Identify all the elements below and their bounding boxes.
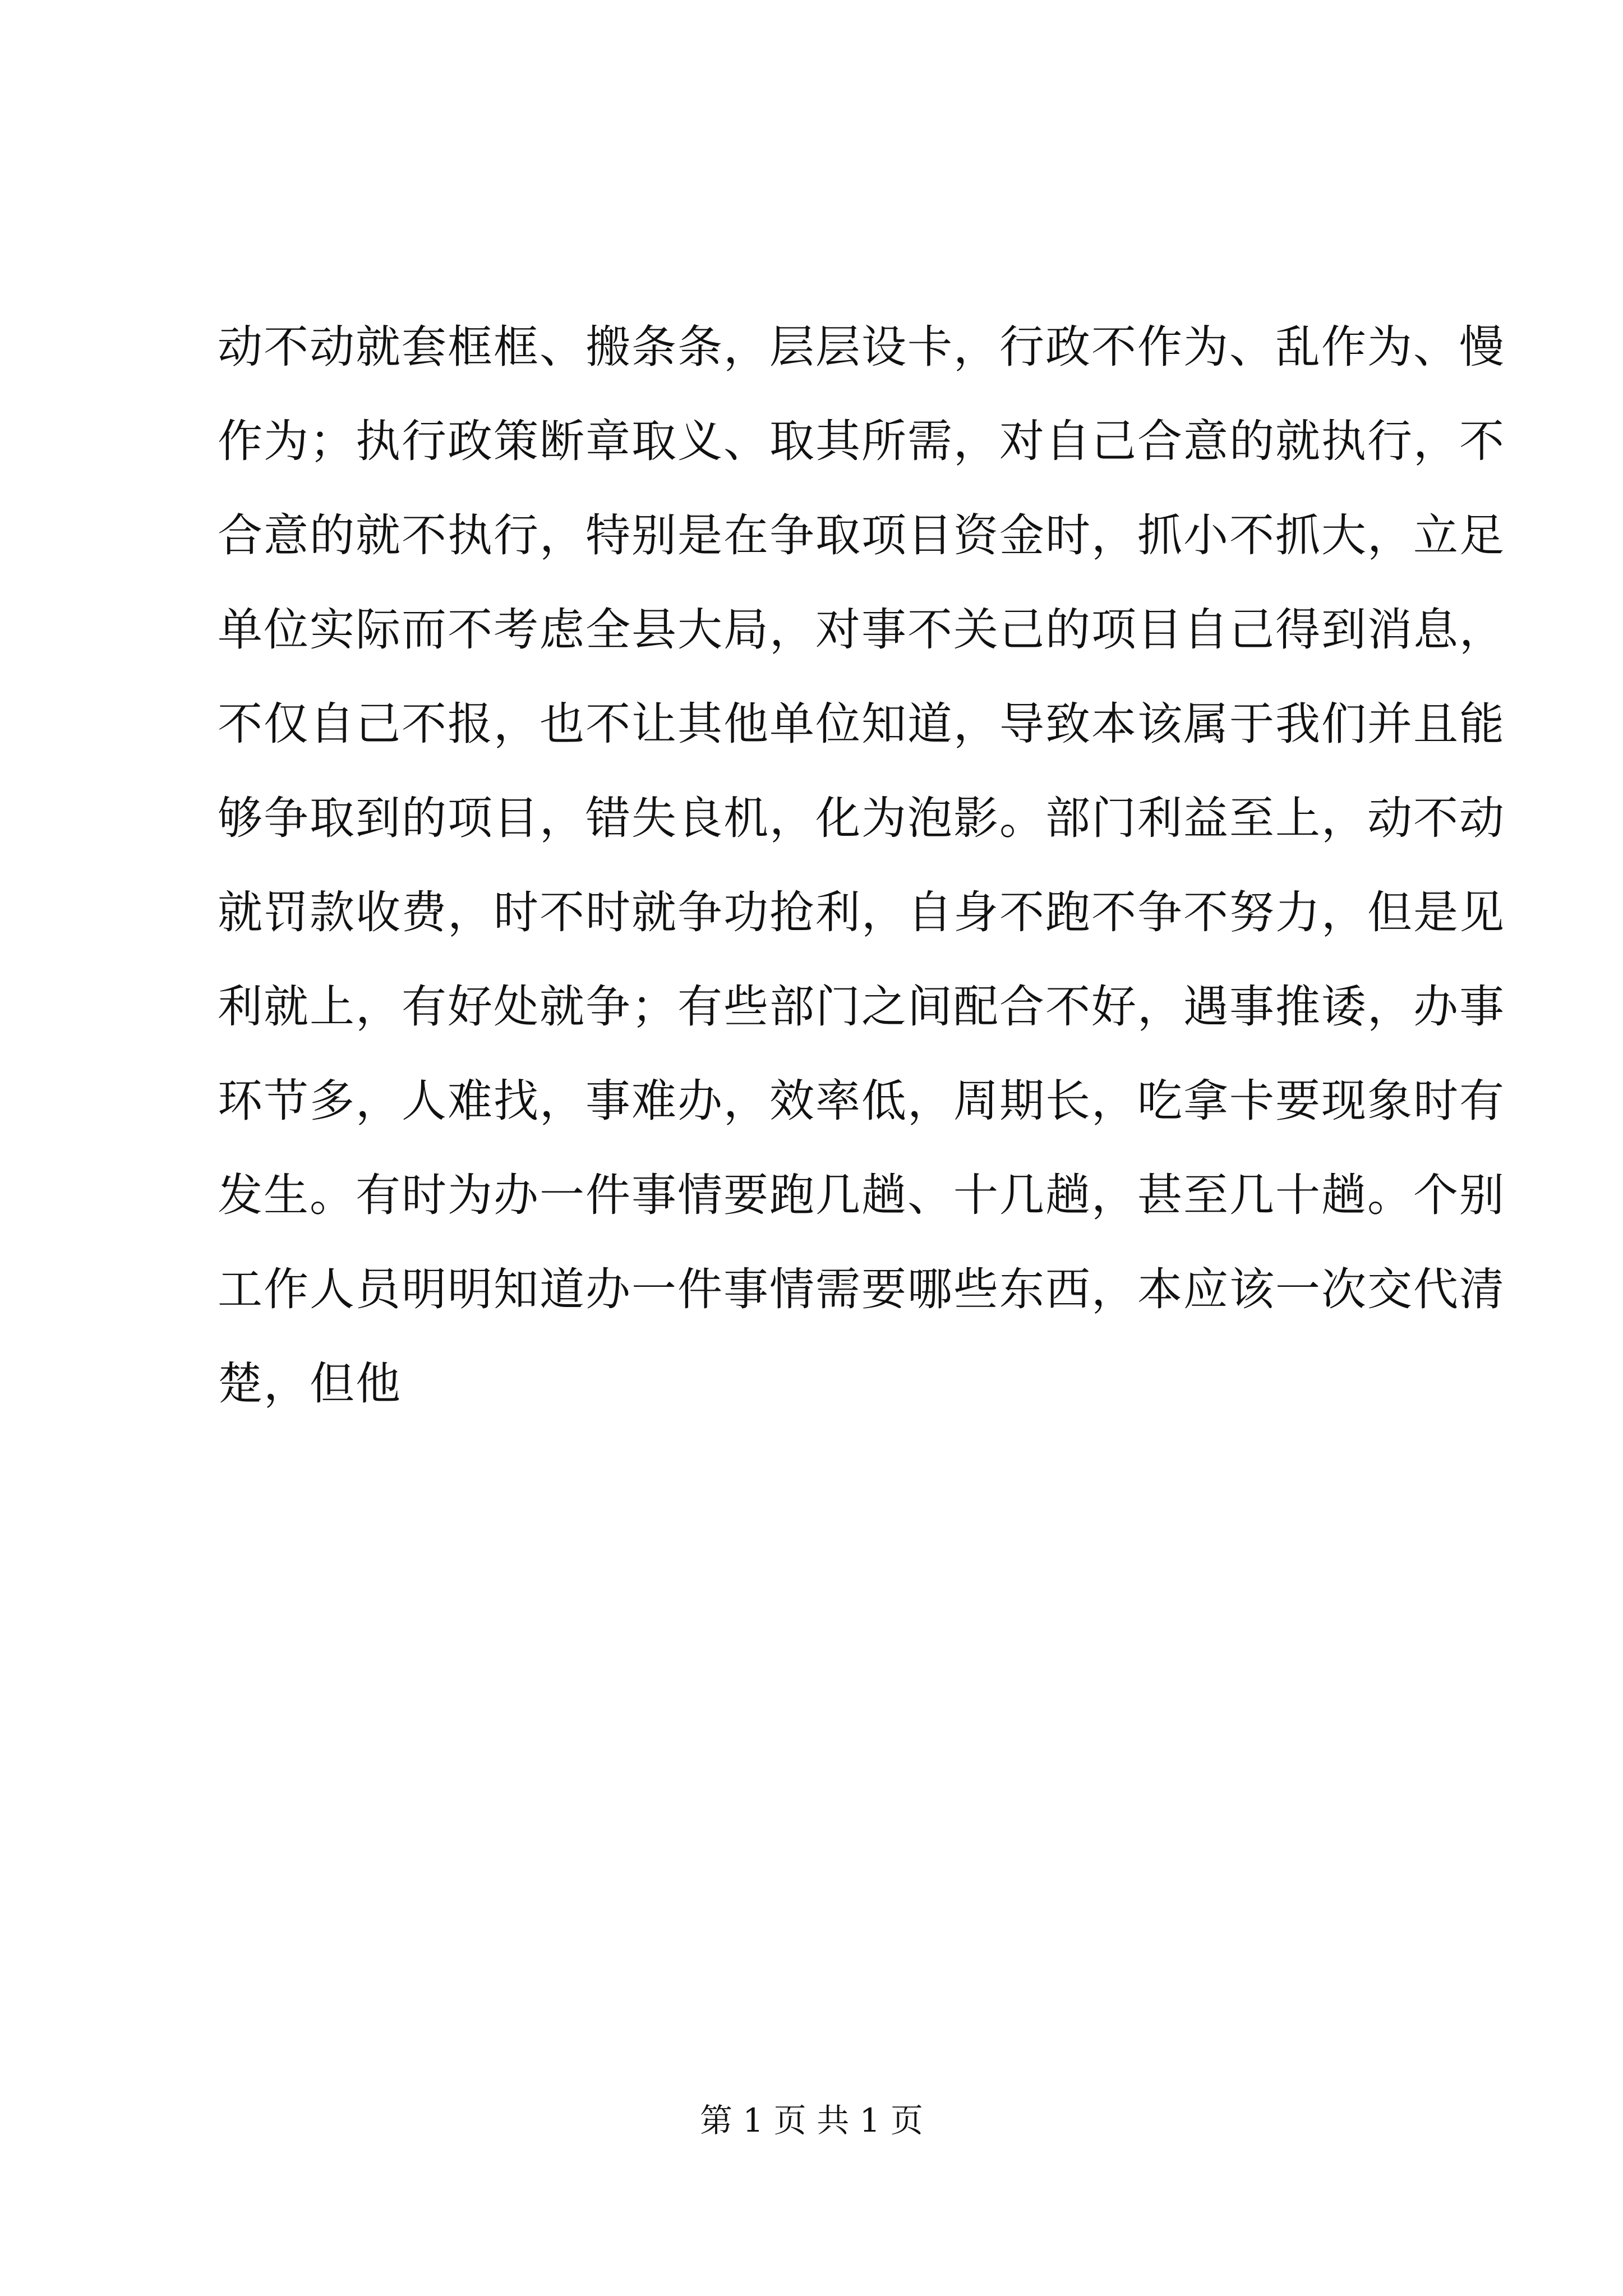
text-line: 发生。有时为办一件事情要跑几趟、十几趟，甚至几十趟。个别 xyxy=(218,1169,1505,1221)
text-line: 就罚款收费，时不时就争功抢利，自身不跑不争不努力，但是见 xyxy=(218,886,1505,938)
text-line: 合意的就不执行，特别是在争取项目资金时，抓小不抓大，立足 xyxy=(218,509,1505,562)
text-line: 动不动就套框框、搬条条，层层设卡，行政不作为、乱作为、慢 xyxy=(218,321,1505,373)
text-line: 利就上，有好处就争；有些部门之间配合不好，遇事推诿，办事 xyxy=(218,981,1505,1033)
text-line: 工作人员明明知道办一件事情需要哪些东西，本应该一次交代清 xyxy=(218,1263,1505,1315)
text-line: 单位实际而不考虑全县大局，对事不关己的项目自己得到消息， xyxy=(218,604,1505,656)
text-line: 楚，但他 xyxy=(218,1358,402,1410)
text-line: 够争取到的项目，错失良机，化为泡影。部门利益至上，动不动 xyxy=(218,792,1505,844)
text-line: 不仅自己不报，也不让其他单位知道，导致本该属于我们并且能 xyxy=(218,698,1505,750)
body-paragraph xyxy=(218,300,1505,1431)
text-line: 作为；执行政策断章取义、取其所需，对自己合意的就执行，不 xyxy=(218,415,1505,467)
page-footer: 第 1 页 共 1 页 xyxy=(700,2101,923,2139)
text-line: 环节多，人难找，事难办，效率低，周期长，吃拿卡要现象时有 xyxy=(218,1075,1505,1127)
